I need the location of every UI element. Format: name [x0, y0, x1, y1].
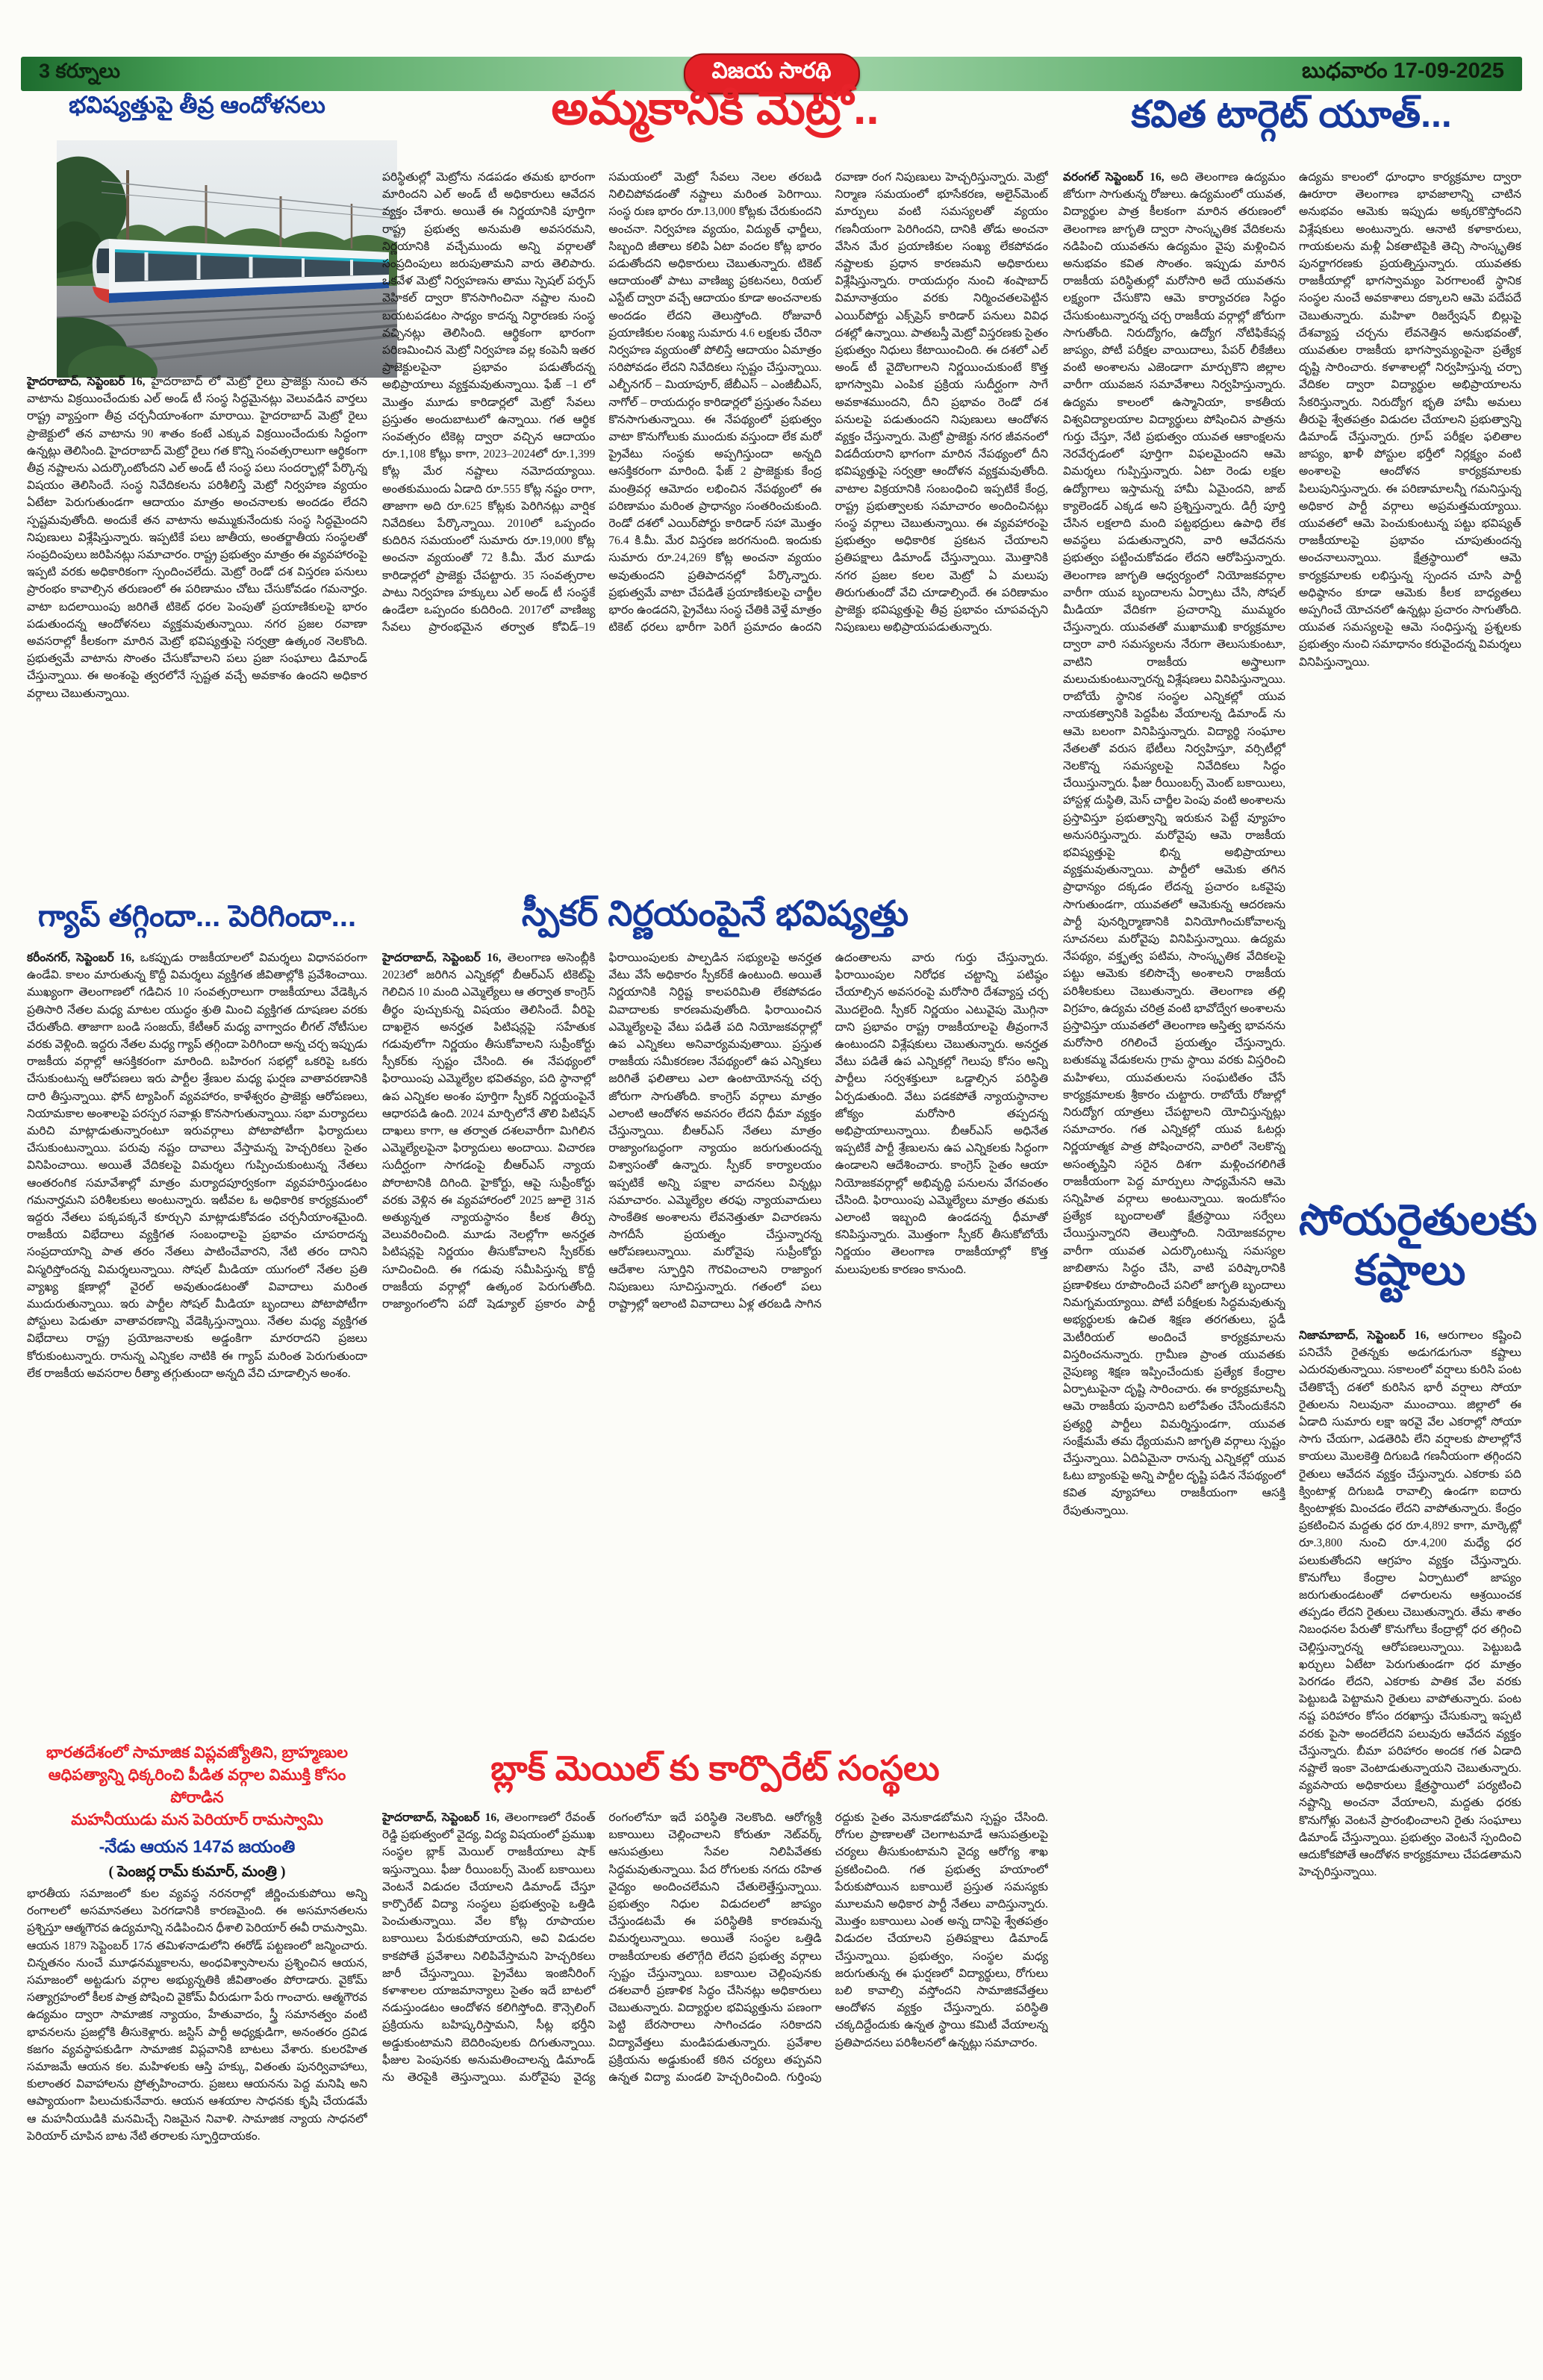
article-soya-text: ఆరుగాలం కష్టించి పనిచేసే రైతన్నకు అడుగడుగునా కష్టాలు ఎదురవుతున్నాయి. సకాలంలో వర్షాలు కురిసి పంట చేతికొచ్చే దశలో కురిసిన భారీ వర్షాలు సోయా రైతులను నిలువునా ముంచాయి. జిల్లాలో ఈ ఏడాది సుమారు లక్షా ఇరవై వేల ఎకరాల్లో సోయా సాగు చేయగా, ఎడతెరిపి లేని వర్షాలకు పొలాల్లోనే కాయలు మొలకెత్తి దిగుబడి గణనీయంగా తగ్గిందని రైతులు ఆవేదన వ్యక్తం చేస్తున్నారు. ఎకరాకు పది క్వింటాళ్ల దిగుబడి రావాల్సి ఉండగా ఐదారు క్వింటాళ్లకు మించడం లేదని వాపోతున్నారు. కేంద్రం ప్రకటించిన మద్దతు ధర రూ.4,892 కాగా, మార్కెట్లో రూ.3,800 నుంచి రూ.4,200 మధ్యే ధర పలుకుతోందని ఆగ్రహం వ్యక్తం చేస్తున్నారు. కొనుగోలు కేంద్రాల ఏర్పాటులో జాప్యం జరుగుతుండటంతో దళారులను ఆశ్రయించక తప్పడం లేదని రైతులు చెబుతున్నారు. తేమ శాతం నిబంధనల పేరుతో కొనుగోలు కేంద్రాల్లో ధర తగ్గించి చెల్లిస్తున్నారన్న ఆరోపణలున్నాయి. పెట్టుబడి ఖర్చులు ఏటేటా పెరుగుతుండగా ధర మాత్రం పెరగడం లేదని, ఎకరాకు పాతిక వేల వరకు పెట్టుబడి పెట్టామని రైతులు వాపోతున్నారు. పంట నష్ట పరిహారం కోసం దరఖాస్తు చేసుకున్నా ఇప్పటి వరకు పైసా అందలేదని పలువురు ఆవేదన వ్యక్తం చేస్తున్నారు. బీమా పరిహారం అందక గత ఏడాది నష్టాలే ఇంకా వెంటాడుతున్నాయని చెబుతున్నారు. వ్యవసాయ అధికారులు క్షేత్రస్థాయిలో పర్యటించి నష్టాన్ని అంచనా వేయాలని, మద్దతు ధరకు కొనుగోళ్లు వెంటనే ప్రారంభించాలని రైతు సంఘాలు డిమాండ్ చేస్తున్నాయి. ప్రభుత్వం వెంటనే స్పందించి ఆదుకోకపోతే ఆందోళన కార్యక్రమాలు చేపడతామని హెచ్చరిస్తున్నాయి.	[1299, 1329, 1521, 1879]
kicker-headline-metro: భవిష్యత్తుపై తీవ్ర ఆందోళనలు	[69, 92, 325, 118]
article-metro-main-text: పరిస్థితుల్లో మెట్రోను నడపడం తమకు భారంగా మారిందని ఎల్ అండ్ టీ అధికారులు ఆవేదన వ్యక్తం చేశారు. అయితే ఈ నిర్ణయానికి పూర్తిగా రాష్ట్ర ప్రభుత్వ అనుమతి అవసరమని, నిర్ణయానికి వచ్చేముందు అన్ని వర్గాలతో సంప్రదింపులు జరుపుతామని వారు తెలిపారు. ఒకవేళ మెట్రో నిర్వహణను తాము స్పెషల్ పర్పస్ వెహికల్ ద్వారా కొనసాగించినా నష్టాల నుంచి బయటపడటం సాధ్యం కాదన్న నిర్ధారణకు సంస్థ వచ్చినట్లు తెలిసింది. ఆర్థికంగా భారంగా పరిణమించిన మెట్రో నిర్వహణ వల్ల కంపెనీ ఇతర ప్రాజెక్టులపైనా ప్రభావం పడుతోందన్న అభిప్రాయాలు వ్యక్తమవుతున్నాయి. ఫేజ్ –1 లో మొత్తం మూడు కారిడార్లలో మెట్రో సేవలు ప్రస్తుతం అందుబాటులో ఉన్నాయి. గత ఆర్థిక సంవత్సరం టికెట్ల ద్వారా వచ్చిన ఆదాయం రూ.1,108 కోట్లు కాగా, 2023–2024లో రూ.1,399 కోట్ల మేర నష్టాలు నమోదయ్యాయి. అంతకుముందు ఏడాది రూ.555 కోట్ల నష్టం రాగా, తాజాగా అది రూ.625 కోట్లకు పెరిగినట్లు వార్షిక నివేదికలు పేర్కొన్నాయి. 2010లో ఒప్పందం కుదిరిన సమయంలో సుమారు రూ.19,000 కోట్ల అంచనా వ్యయంతో 72 కి.మీ. మేర మూడు కారిడార్లలో ప్రాజెక్టు చేపట్టారు. 35 సంవత్సరాల పాటు నిర్వహణ హక్కులు ఎల్ అండ్ టీ సంస్థకే ఉండేలా ఒప్పందం కుదిరింది. 2017లో వాణిజ్య సేవలు ప్రారంభమైన తర్వాత కోవిడ్–19 సమయంలో మెట్రో సేవలు నెలల తరబడి నిలిచిపోవడంతో నష్టాలు మరింత పెరిగాయి. సంస్థ రుణ భారం రూ.13,000 కోట్లకు చేరుకుందని అంచనా. నిర్వహణ వ్యయం, విద్యుత్ ఛార్జీలు, సిబ్బంది జీతాలు కలిపి ఏటా వందల కోట్ల భారం పడుతోందని అధికారులు చెబుతున్నారు. టికెట్ ఆదాయంతో పాటు వాణిజ్య ప్రకటనలు, రియల్ ఎస్టేట్ ద్వారా వచ్చే ఆదాయం కూడా అంచనాలకు అందడం లేదని తెలుస్తోంది. రోజువారీ ప్రయాణికుల సంఖ్య సుమారు 4.6 లక్షలకు చేరినా నిర్వహణ వ్యయంతో పోలిస్తే ఆదాయం ఏమాత్రం సరిపోవడం లేదని నివేదికలు స్పష్టం చేస్తున్నాయి. ఎల్బీనగర్ – మియాపూర్, జేబీఎస్ – ఎంజీబీఎస్, నాగోల్ – రాయదుర్గం కారిడార్లలో ప్రస్తుతం సేవలు కొనసాగుతున్నాయి. ఈ నేపథ్యంలో ప్రభుత్వం వాటా కొనుగోలుకు ముందుకు వస్తుందా లేక మరో ప్రైవేటు సంస్థకు అప్పగిస్తుందా అన్నది ఆసక్తికరంగా మారింది. ఫేజ్ 2 ప్రాజెక్టుకు కేంద్ర మంత్రివర్గ ఆమోదం లభించిన నేపథ్యంలో ఈ పరిణామం మరింత ప్రాధాన్యం సంతరించుకుంది. రెండో దశలో ఎయిర్‌పోర్టు కారిడార్ సహా మొత్తం 76.4 కి.మీ. మేర విస్తరణ జరగనుంది. ఇందుకు సుమారు రూ.24,269 కోట్ల అంచనా వ్యయం అవుతుందని ప్రతిపాదనల్లో పేర్కొన్నారు. ప్రభుత్వమే వాటా చేపడితే ప్రయాణికులపై చార్జీల భారం ఉండదని, ప్రైవేటు సంస్థ చేతికి వెళ్తే మాత్రం టికెట్ ధరలు భారీగా పెరిగే ప్రమాదం ఉందని రవాణా రంగ నిపుణులు హెచ్చరిస్తున్నారు. మెట్రో నిర్మాణ సమయంలో భూసేకరణ, అలైన్‌మెంట్ మార్పులు వంటి సమస్యలతో వ్యయం గణనీయంగా పెరిగిందని, దానికి తోడు అంచనా వేసిన మేర ప్రయాణికుల సంఖ్య లేకపోవడం నష్టాలకు ప్రధాన కారణమని అధికారులు విశ్లేషిస్తున్నారు. రాయదుర్గం నుంచి శంషాబాద్ విమానాశ్రయం వరకు నిర్మించతలపెట్టిన ఎయిర్‌పోర్టు ఎక్స్‌ప్రెస్ కారిడార్ పనులు వివిధ దశల్లో ఉన్నాయి. పాతబస్తీ మెట్రో విస్తరణకు సైతం ప్రభుత్వం నిధులు కేటాయించింది. ఈ దశలో ఎల్ అండ్ టీ వైదొలగాలని నిర్ణయించుకుంటే కొత్త భాగస్వామి ఎంపిక ప్రక్రియ సుదీర్ఘంగా సాగే అవకాశముందని, దీని ప్రభావం రెండో దశ పనులపై పడుతుందని నిపుణులు ఆందోళన వ్యక్తం చేస్తున్నారు. మెట్రో ప్రాజెక్టు నగర జీవనంలో విడదీయరాని భాగంగా మారిన నేపథ్యంలో దీని భవిష్యత్తుపై సర్వత్రా ఆందోళన వ్యక్తమవుతోంది. వాటాల విక్రయానికి సంబంధించి ఇప్పటికే కేంద్ర, రాష్ట్ర ప్రభుత్వాలకు సమాచారం అందించినట్లు సంస్థ వర్గాలు చెబుతున్నాయి. ఈ వ్యవహారంపై ప్రభుత్వం అధికారిక ప్రకటన చేయాలని ప్రతిపక్షాలు డిమాండ్ చేస్తున్నాయి. మొత్తానికి నగర ప్రజల కలల మెట్రో ఏ మలుపు తిరుగుతుందో వేచి చూడాల్సిందే. ఈ పరిణామం ప్రాజెక్టు భవిష్యత్తుపై తీవ్ర ప్రభావం చూపవచ్చని నిపుణులు అభిప్రాయపడుతున్నారు.	[382, 171, 1048, 634]
article-kavita-col2-text: ఉద్యమ కాలంలో ధూంధాం కార్యక్రమాల ద్వారా ఊరూరా తెలంగాణ భావజాలాన్ని చాటిన అనుభవం ఆమెకు ఇప్పుడు అక్కరకొస్తోందని విశ్లేషకులు అంటున్నారు. ఆనాటి కళాకారులు, గాయకులను మళ్లీ ఏకతాటిపైకి తెచ్చి సాంస్కృతిక పునర్జాగరణకు ప్రయత్నిస్తున్నారు. యువతకు రాజకీయాల్లో భాగస్వామ్యం పెరగాలంటే స్థానిక సంస్థల నుంచే అవకాశాలు దక్కాలని ఆమె పదేపదే చెబుతున్నారు. మహిళా రిజర్వేషన్ బిల్లుపై దేశవ్యాప్త చర్చను లేవనెత్తిన అనుభవంతో, యువతుల రాజకీయ భాగస్వామ్యంపైనా ప్రత్యేక దృష్టి సారించారు. కళాశాలల్లో నిర్వహిస్తున్న చర్చా వేదికల ద్వారా విద్యార్థుల అభిప్రాయాలను సేకరిస్తున్నారు. నిరుద్యోగ భృతి హామీ అమలు తీరుపై శ్వేతపత్రం విడుదల చేయాలని ప్రభుత్వాన్ని డిమాండ్ చేస్తున్నారు. గ్రూప్ పరీక్షల ఫలితాల జాప్యం, ఖాళీ పోస్టుల భర్తీలో నిర్లక్ష్యం వంటి అంశాలపై ఆందోళన కార్యక్రమాలకు పిలుపునిస్తున్నారు. ఈ పరిణామాలన్నీ గమనిస్తున్న అధికార పార్టీ వర్గాలు అప్రమత్తమయ్యాయి. యువతలో ఆమె పెంచుకుంటున్న పట్టు భవిష్యత్ రాజకీయాలపై ప్రభావం చూపుతుందన్న అంచనాలున్నాయి. క్షేత్రస్థాయిలో ఆమె కార్యక్రమాలకు లభిస్తున్న స్పందన చూసి పార్టీ అధిష్ఠానం కూడా ఆమెకు కీలక బాధ్యతలు అప్పగించే యోచనలో ఉన్నట్లు ప్రచారం సాగుతోంది. యువత సమస్యలపై ఆమె సంధిస్తున్న ప్రశ్నలకు ప్రభుత్వం నుంచి సమాధానం కరువైందన్న విమర్శలు వినిపిస్తున్నాయి.	[1299, 171, 1521, 669]
edition-label: 3 కర్నూలు	[39, 60, 121, 82]
article-kavita-col1	[1063, 169, 1285, 2361]
tribute-anniversary: -నేడు ఆయన 147వ జయంతి	[99, 1837, 296, 1856]
article-gap-text: ఒకప్పుడు రాజకీయాలలో విమర్శలు విధానపరంగా ఉండేవి. కాలం మారుతున్న కొద్దీ విమర్శలు వ్యక్తిగత జీవితాల్లోకి ప్రవేశించాయి. ముఖ్యంగా తెలంగాణలో గడిచిన 10 సంవత్సరాలుగా రాజకీయాలు వేడెక్కిన ప్రతిసారి నేతల మధ్య మాటల యుద్ధం శ్రుతి మించి వ్యక్తిగత దూషణల వరకు చేరుతోంది. తాజాగా బండి సంజయ్, కేటీఆర్ మధ్య వాగ్వాదం లీగల్ నోటీసుల వరకు వెళ్లింది. ఇద్దరు నేతల మధ్య గ్యాప్ తగ్గిందా పెరిగిందా అన్న చర్చ ఇప్పుడు రాజకీయ వర్గాల్లో ఆసక్తికరంగా మారింది. బహిరంగ సభల్లో ఒకరిపై ఒకరు చేసుకుంటున్న ఆరోపణలు ఇరు పార్టీల శ్రేణుల మధ్య ఘర్షణ వాతావరణానికి దారి తీస్తున్నాయి. ఫోన్ ట్యాపింగ్ వ్యవహారం, కాళేశ్వరం ప్రాజెక్టు ఆరోపణలు, నియామకాల అంశాలపై పరస్పర సవాళ్లు కొనసాగుతున్నాయి. సభా మర్యాదలు మరిచి మాట్లాడుతున్నారంటూ ఇరువర్గాలు పోటాపోటీగా ఫిర్యాదులు చేసుకుంటున్నాయి. పరువు నష్టం దావాలు వేస్తామన్న హెచ్చరికలు సైతం వినిపించాయి. అయితే వేదికలపై విమర్శలు గుప్పించుకుంటున్న నేతలు ఆంతరంగిక సమావేశాల్లో మాత్రం మర్యాదపూర్వకంగా వ్యవహరిస్తుండటం గమనార్హమని పరిశీలకులు అంటున్నారు. ఇటీవల ఓ అధికారిక కార్యక్రమంలో ఇద్దరు నేతలు పక్కపక్కనే కూర్చుని మాట్లాడుకోవడం చర్చనీయాంశమైంది. రాజకీయ విభేదాలు వ్యక్తిగత సంబంధాలపై ప్రభావం చూపరాదన్న సంప్రదాయాన్ని పాత తరం నేతలు పాటించేవారని, నేటి తరం దానిని విస్మరిస్తోందన్న విమర్శలున్నాయి. సోషల్ మీడియా యుగంలో నేతల ప్రతి వ్యాఖ్య క్షణాల్లో వైరల్ అవుతుండటంతో వివాదాలు మరింత ముదురుతున్నాయి. ఇరు పార్టీల సోషల్ మీడియా బృందాలు పోటాపోటీగా పోస్టులు పెడుతూ వాతావరణాన్ని వేడెక్కిస్తున్నాయి. నేతల మధ్య వ్యక్తిగత విభేదాలు రాష్ట్ర ప్రయోజనాలకు అడ్డంకిగా మారరాదని ప్రజలు కోరుకుంటున్నారు. రానున్న ఎన్నికల నాటికి ఈ గ్యాప్ మరింత పెరుగుతుందా లేక రాజకీయ అవసరాల రీత్యా తగ్గుతుందా అన్నది వేచి చూడాల్సిన అంశం.	[27, 952, 367, 1380]
headline-kavita-youth: కవిత టార్గెట్ యూత్...	[1131, 93, 1452, 135]
article-tribute-text: భారతీయ సమాజంలో కుల వ్యవస్థ నరనరాల్లో జీర్ణించుకుపోయి అన్ని రంగాలలో అసమానతలు పెరగడానికి కారణమైంది. ఈ అసమానతలను ప్రశ్నిస్తూ ఆత్మగౌరవ ఉద్యమాన్ని నడిపించిన ధీశాలి పెరియార్ ఈవీ రామస్వామి. ఆయన 1879 సెప్టెంబర్ 17న తమిళనాడులోని ఈరోడ్ పట్టణంలో జన్మించారు. చిన్నతనం నుంచే మూఢనమ్మకాలను, అంధవిశ్వాసాలను ప్రశ్నించిన ఆయన, సమాజంలో అట్టడుగు వర్గాల అభ్యున్నతికి జీవితాంతం పోరాడారు. వైకోమ్ సత్యాగ్రహంలో కీలక పాత్ర పోషించి వైకోమ్ వీరుడుగా పేరు గాంచారు. ఆత్మగౌరవ ఉద్యమం ద్వారా సామాజిక న్యాయం, హేతువాదం, స్త్రీ సమానత్వం వంటి భావనలను ప్రజల్లోకి తీసుకెళ్లారు. జస్టిస్ పార్టీ అధ్యక్షుడిగా, అనంతరం ద్రవిడ కజగం వ్యవస్థాపకుడిగా సామాజిక విప్లవానికి బాటలు వేశారు. కులరహిత సమాజమే ఆయన కల. మహిళలకు ఆస్తి హక్కు, వితంతు పునర్వివాహాలు, కులాంతర వివాహాలను ప్రోత్సహించారు. ప్రజలు ఆయనను పెద్ద మనిషి అని ఆప్యాయంగా పిలుచుకునేవారు. ఆయన ఆశయాల సాధనకు కృషి చేయడమే ఆ మహనీయుడికి మనమిచ్చే నిజమైన నివాళి. సామాజిక న్యాయ సాధనలో పెరియార్ చూపిన బాట నేటి తరాలకు స్ఫూర్తిదాయకం.	[27, 1887, 367, 2143]
tribute-byline: ( పెంజర్ల రామ్ కుమార్, మంత్రి )	[108, 1864, 286, 1880]
date-label: బుధవారం 17-09-2025	[1302, 59, 1504, 83]
tribute-box	[27, 1742, 367, 1882]
article-kavita-col2	[1299, 169, 1521, 1191]
tribute-line-3: మహనీయుడు మన పెరియార్ రామస్వామి	[71, 1811, 323, 1828]
headline-speaker: స్పీకర్ నిర్ణయంపైనే భవిష్యత్తు	[521, 893, 909, 933]
dateline-soya: నిజామాబాద్, సెప్టెంబర్ 16,	[1299, 1329, 1430, 1342]
article-blackmail	[382, 1809, 1048, 2361]
tribute-line-1: భారతదేశంలో సామాజిక విప్లవజ్యోతిని, బ్రాహ్మణుల	[46, 1744, 348, 1761]
dateline-blackmail: హైదరాబాద్, సెప్టెంబర్ 16,	[382, 1811, 500, 1824]
headline-metro-sale: అమ్మకానికి మెట్రో..	[551, 83, 879, 134]
article-blackmail-text: తెలంగాణలో రేవంత్ రెడ్డి ప్రభుత్వంలో వైద్య, విద్య విషయంలో ప్రముఖ సంస్థల బ్లాక్ మెయిల్ రాజకీయాలు షాక్ ఇస్తున్నాయి. ఫీజు రీయింబర్స్ మెంట్ బకాయిలు వెంటనే విడుదల చేయాలని డిమాండ్ చేస్తూ కార్పొరేట్ విద్యా సంస్థలు ప్రభుత్వంపై ఒత్తిడి పెంచుతున్నాయి. వేల కోట్ల రూపాయల బకాయిలు పేరుకుపోయాయని, అవి విడుదల కాకపోతే ప్రవేశాలు నిలిపివేస్తామని హెచ్చరికలు జారీ చేస్తున్నాయి. ప్రైవేటు ఇంజినీరింగ్ కళాశాలల యాజమాన్యాలు సైతం ఇదే బాటలో నడుస్తుండటం ఆందోళన కలిగిస్తోంది. కౌన్సెలింగ్ ప్రక్రియను బహిష్కరిస్తామని, సీట్ల భర్తీని అడ్డుకుంటామని బెదిరింపులకు దిగుతున్నాయి. ఫీజుల పెంపునకు అనుమతించాలన్న డిమాండ్ ను తెరపైకి తెస్తున్నాయి. మరోవైపు వైద్య రంగంలోనూ ఇదే పరిస్థితి నెలకొంది. ఆరోగ్యశ్రీ బకాయిలు చెల్లించాలని కోరుతూ నెట్‌వర్క్ ఆసుపత్రులు సేవల నిలిపివేతకు సిద్ధమవుతున్నాయి. పేద రోగులకు నగదు రహిత వైద్యం అందించలేమని చేతులెత్తేస్తున్నాయి. ప్రభుత్వం నిధుల విడుదలలో జాప్యం చేస్తుండటమే ఈ పరిస్థితికి కారణమన్న విమర్శలున్నాయి. అయితే సంస్థల ఒత్తిడి రాజకీయాలకు తలొగ్గేది లేదని ప్రభుత్వ వర్గాలు స్పష్టం చేస్తున్నాయి. బకాయిల చెల్లింపునకు దశలవారీ ప్రణాళిక సిద్ధం చేసినట్లు అధికారులు చెబుతున్నారు. విద్యార్థుల భవిష్యత్తును పణంగా పెట్టి బేరసారాలు సాగించడం సరికాదని విద్యావేత్తలు మండిపడుతున్నారు. ప్రవేశాల ప్రక్రియను అడ్డుకుంటే కఠిన చర్యలు తప్పవని ఉన్నత విద్యా మండలి హెచ్చరించింది. గుర్తింపు రద్దుకు సైతం వెనుకాడబోమని స్పష్టం చేసింది. రోగుల ప్రాణాలతో చెలగాటమాడే ఆసుపత్రులపై చర్యలు తీసుకుంటామని వైద్య ఆరోగ్య శాఖ ప్రకటించింది. గత ప్రభుత్వ హయాంలో పేరుకుపోయిన బకాయిలే ప్రస్తుత సమస్యకు మూలమని అధికార పార్టీ నేతలు వాదిస్తున్నారు. మొత్తం బకాయిలు ఎంత అన్న దానిపై శ్వేతపత్రం విడుదల చేయాలని ప్రతిపక్షాలు డిమాండ్ చేస్తున్నాయి. ప్రభుత్వం, సంస్థల మధ్య జరుగుతున్న ఈ ఘర్షణలో విద్యార్థులు, రోగులు బలి కావాల్సి వస్తోందని సామాజికవేత్తలు ఆందోళన వ్యక్తం చేస్తున్నారు. పరిస్థితి చక్కదిద్దేందుకు ఉన్నత స్థాయి కమిటీ వేయాలన్న ప్రతిపాదనలు పరిశీలనలో ఉన్నట్లు సమాచారం.	[382, 1811, 1048, 2084]
headline-soya-farmers: సోయరైతులకు కష్టాలు	[1299, 1196, 1538, 1295]
dateline-metro: హైదరాబాద్, సెప్టెంబర్ 16,	[27, 375, 146, 388]
article-speaker	[382, 949, 1048, 1737]
article-metro-lead-text: హైదరాబాద్ లో మెట్రో రైలు ప్రాజెక్టు నుంచి తన వాటాను విక్రయించేందుకు ఎల్ అండ్ టీ సంస్థ సిద్ధమైనట్లు వెలువడిన వార్తలు రాష్ట్ర వ్యాప్తంగా తీవ్ర చర్చనీయాంశంగా మారాయి. హైదరాబాద్ మెట్రో రైలు ప్రాజెక్టులో తన వాటాను 90 శాతం కంటే ఎక్కువ విక్రయించేందుకు సిద్ధంగా ఉన్నట్లు తెలిసింది. హైదరాబాద్ మెట్రో రైలు గత కొన్ని సంవత్సరాలుగా ఆర్థికంగా తీవ్ర నష్టాలను ఎదుర్కొంటోందని ఎల్ అండ్ టీ సంస్థ పలు సందర్భాల్లో పేర్కొన్న విషయం తెలిసిందే. సంస్థ నివేదికలను పరిశీలిస్తే మెట్రో నిర్వహణ వ్యయం ఏటేటా పెరుగుతుండగా ఆదాయం మాత్రం అంచనాలకు అందడం లేదని స్పష్టమవుతోంది. అందుకే తన వాటాను అమ్ముకునేందుకు సంస్థ సిద్ధమైందని నిపుణులు విశ్లేషిస్తున్నారు. ఇప్పటికే పలు జాతీయ, అంతర్జాతీయ సంస్థలతో సంప్రదింపులు జరిపినట్లు సమాచారం. రాష్ట్ర ప్రభుత్వం మాత్రం ఈ వ్యవహారంపై ఇప్పటి వరకు అధికారికంగా స్పందించలేదు. మెట్రో రెండో దశ విస్తరణ పనులు ప్రారంభం కావాల్సిన తరుణంలో ఈ పరిణామం చోటు చేసుకోవడం గమనార్హం. వాటా బదలాయింపు జరిగితే టికెట్ ధరల పెంపుతో ప్రయాణికులపై భారం పడుతుందన్న ఆందోళనలు వ్యక్తమవుతున్నాయి. నగర ప్రజల రవాణా అవసరాల్లో కీలకంగా మారిన మెట్రో భవిష్యత్తుపై సర్వత్రా ఉత్కంఠ నెలకొంది. ప్రభుత్వమే వాటాను సొంతం చేసుకోవాలని పలు ప్రజా సంఘాలు డిమాండ్ చేస్తున్నాయి. ఈ అంశంపై త్వరలోనే స్పష్టత వచ్చే అవకాశం ఉందని అధికార వర్గాలు చెబుతున్నాయి.	[27, 375, 367, 700]
article-tribute-body	[27, 1885, 367, 2361]
tribute-line-2: ఆధిపత్యాన్ని ధిక్కరించి పీడిత వర్గాల విముక్తి కోసం పోరాడిన	[48, 1767, 346, 1806]
article-metro-lead	[27, 373, 367, 896]
metro-photo-illustration	[57, 140, 397, 378]
headline-blackmail: బ్లాక్ మెయిల్ కు కార్పొరేట్ సంస్థలు	[490, 1749, 940, 1787]
article-gap	[27, 949, 367, 1734]
article-kavita-col1-text: అది తెలంగాణ ఉద్యమం జోరుగా సాగుతున్న రోజులు. ఉద్యమంలో యువత, విద్యార్థుల పాత్ర కీలకంగా మారిన తరుణంలో తెలంగాణ జాగృతి ద్వారా సాంస్కృతిక వేదికలను నడిపించి యువతను ఉద్యమం వైపు మళ్లించిన అనుభవం కవిత సొంతం. ఇప్పుడు మారిన రాజకీయ పరిస్థితుల్లో మరోసారి అదే యువతను లక్ష్యంగా చేసుకొని ఆమె కార్యాచరణ సిద్ధం చేసుకుంటున్నారన్న చర్చ రాజకీయ వర్గాల్లో జోరుగా సాగుతోంది. నిరుద్యోగం, ఉద్యోగ నోటిఫికేషన్ల జాప్యం, పోటీ పరీక్షల వాయిదాలు, పేపర్ లీకేజీలు వంటి అంశాలను ఎజెండాగా మార్చుకొని జిల్లాల వారీగా యువజన సమావేశాలు నిర్వహిస్తున్నారు. ఉద్యమ కాలంలో ఉస్మానియా, కాకతీయ విశ్వవిద్యాలయాల విద్యార్థులు పోషించిన పాత్రను గుర్తు చేస్తూ, నేటి ప్రభుత్వం యువత ఆకాంక్షలను నెరవేర్చడంలో పూర్తిగా విఫలమైందని ఆమె విమర్శలు గుప్పిస్తున్నారు. ఏటా రెండు లక్షల ఉద్యోగాలు ఇస్తామన్న హామీ ఏమైందని, జాబ్ క్యాలెండర్ ఎక్కడ అని ప్రశ్నిస్తున్నారు. డిగ్రీ పూర్తి చేసిన లక్షలాది మంది పట్టభద్రులు ఉపాధి లేక అవస్థలు పడుతున్నారని, వారి ఆవేదనను ప్రభుత్వం పట్టించుకోవడం లేదని ఆరోపిస్తున్నారు. తెలంగాణ జాగృతి ఆధ్వర్యంలో నియోజకవర్గాల వారీగా యువ బృందాలను ఏర్పాటు చేసి, సోషల్ మీడియా వేదికగా ప్రచారాన్ని ముమ్మరం చేస్తున్నారు. యువతతో ముఖాముఖి కార్యక్రమాల ద్వారా వారి సమస్యలను నేరుగా తెలుసుకుంటూ, వాటిని రాజకీయ అస్త్రాలుగా మలుచుకుంటున్నారన్న విశ్లేషణలు వినిపిస్తున్నాయి. రాబోయే స్థానిక సంస్థల ఎన్నికల్లో యువ నాయకత్వానికి పెద్దపీట వేయాలన్న డిమాండ్ ను ఆమె బలంగా వినిపిస్తున్నారు. విద్యార్థి సంఘాల నేతలతో వరుస భేటీలు నిర్వహిస్తూ, వర్సిటీల్లో నెలకొన్న సమస్యలపై నివేదికలు సిద్ధం చేయిస్తున్నారు. ఫీజు రీయింబర్స్ మెంట్ బకాయిలు, హాస్టళ్ల దుస్థితి, మెస్ చార్జీల పెంపు వంటి అంశాలను ప్రస్తావిస్తూ ప్రభుత్వాన్ని ఇరుకున పెట్టే వ్యూహం అనుసరిస్తున్నారు. మరోవైపు ఆమె రాజకీయ భవిష్యత్తుపై భిన్న అభిప్రాయాలు వ్యక్తమవుతున్నాయి. పార్టీలో ఆమెకు తగిన ప్రాధాన్యం దక్కడం లేదన్న ప్రచారం ఒకవైపు సాగుతుండగా, యువతలో ఆమెకున్న ఆదరణను పార్టీ పునర్నిర్మాణానికి వినియోగించుకోవాలన్న సూచనలు మరోవైపు వినిపిస్తున్నాయి. ఉద్యమ నేపథ్యం, వక్తృత్వ పటిమ, సాంస్కృతిక వేదికలపై పట్టు ఆమెకు కలిసొచ్చే అంశాలని రాజకీయ పరిశీలకులు చెబుతున్నారు. తెలంగాణ తల్లి విగ్రహం, ఉద్యమ చరిత్ర వంటి భావోద్వేగ అంశాలను ప్రస్తావిస్తూ యువతలో తెలంగాణ అస్తిత్వ భావనను మరోసారి రగిలించే ప్రయత్నం చేస్తున్నారు. బతుకమ్మ వేడుకలను గ్రామ స్థాయి వరకు విస్తరించి మహిళలు, యువతులను సంఘటితం చేసే కార్యక్రమాలకు శ్రీకారం చుట్టారు. రాబోయే రోజుల్లో నిరుద్యోగ యాత్రలు చేపట్టాలని యోచిస్తున్నట్లు సమాచారం. గత ఎన్నికల్లో యువ ఓటర్లు నిర్ణయాత్మక పాత్ర పోషించారని, వారిలో నెలకొన్న అసంతృప్తిని సరైన దిశగా మళ్లించగలిగితే రాజకీయంగా పెద్ద మార్పులు సాధ్యమేనని ఆమె సన్నిహిత వర్గాలు అంటున్నాయి. ఇందుకోసం ప్రత్యేక బృందాలతో క్షేత్రస్థాయి సర్వేలు చేయిస్తున్నారని తెలుస్తోంది. నియోజకవర్గాల వారీగా యువత ఎదుర్కొంటున్న సమస్యల జాబితాను సిద్ధం చేసి, వాటి పరిష్కారానికి ప్రణాళికలు రూపొందించే పనిలో జాగృతి బృందాలు నిమగ్నమయ్యాయి. పోటీ పరీక్షలకు సిద్ధమవుతున్న అభ్యర్థులకు ఉచిత శిక్షణ తరగతులు, స్టడీ మెటీరియల్ అందించే కార్యక్రమాలను విస్తరించనున్నారు. గ్రామీణ ప్రాంత యువతకు నైపుణ్య శిక్షణ ఇప్పించేందుకు ప్రత్యేక కేంద్రాల ఏర్పాటుపైనా దృష్టి సారించారు. ఈ కార్యక్రమాలన్నీ ఆమె రాజకీయ పునాదిని బలోపేతం చేసేందుకేనని ప్రత్యర్థి పార్టీలు విమర్శిస్తుండగా, యువత సంక్షేమమే తమ ధ్యేయమని జాగృతి వర్గాలు స్పష్టం చేస్తున్నాయి. ఏదిఏమైనా రానున్న ఎన్నికల్లో యువ ఓటు బ్యాంకుపై అన్ని పార్టీల దృష్టి పడిన నేపథ్యంలో కవిత వ్యూహాలు రాజకీయంగా ఆసక్తి రేపుతున్నాయి.	[1063, 171, 1285, 1517]
article-speaker-text: తెలంగాణ అసెంబ్లీకి 2023లో జరిగిన ఎన్నికల్లో బీఆర్ఎస్ టికెట్‌పై గెలిచిన 10 మంది ఎమ్మెల్యేలు ఆ తర్వాత కాంగ్రెస్ తీర్థం పుచ్చుకున్న విషయం తెలిసిందే. వీరిపై దాఖలైన అనర్హత పిటిషన్లపై సహేతుక గడువులోగా నిర్ణయం తీసుకోవాలని సుప్రీంకోర్టు స్పీకర్‌కు స్పష్టం చేసింది. ఈ నేపథ్యంలో ఫిరాయింపు ఎమ్మెల్యేల భవితవ్యం, పది స్థానాల్లో ఉప ఎన్నికల అంశం పూర్తిగా స్పీకర్ నిర్ణయంపైనే ఆధారపడి ఉంది. 2024 మార్చిలోనే తొలి పిటిషన్ దాఖలు కాగా, ఆ తర్వాత దశలవారీగా మిగిలిన ఎమ్మెల్యేలపైనా ఫిర్యాదులు అందాయి. విచారణ సుదీర్ఘంగా సాగడంపై బీఆర్ఎస్ న్యాయ పోరాటానికి దిగింది. హైకోర్టు, ఆపై సుప్రీంకోర్టు వరకు వెళ్లిన ఈ వ్యవహారంలో 2025 జూలై 31న అత్యున్నత న్యాయస్థానం కీలక తీర్పు వెలువరించింది. మూడు నెలల్లోగా అనర్హత పిటిషన్లపై నిర్ణయం తీసుకోవాలని స్పీకర్‌కు సూచించింది. ఈ గడువు సమీపిస్తున్న కొద్దీ రాజకీయ వర్గాల్లో ఉత్కంఠ పెరుగుతోంది. రాజ్యాంగంలోని పదో షెడ్యూల్ ప్రకారం పార్టీ ఫిరాయింపులకు పాల్పడిన సభ్యులపై అనర్హత వేటు వేసే అధికారం స్పీకర్‌కే ఉంటుంది. అయితే నిర్ణయానికి నిర్దిష్ట కాలపరిమితి లేకపోవడం వివాదాలకు కారణమవుతోంది. ఫిరాయించిన ఎమ్మెల్యేలపై వేటు పడితే పది నియోజకవర్గాల్లో ఉప ఎన్నికలు అనివార్యమవుతాయి. ప్రస్తుత రాజకీయ సమీకరణల నేపథ్యంలో ఉప ఎన్నికలు జరిగితే ఫలితాలు ఎలా ఉంటాయోనన్న చర్చ జోరుగా సాగుతోంది. కాంగ్రెస్ వర్గాలు మాత్రం ఎలాంటి ఆందోళన అవసరం లేదని ధీమా వ్యక్తం చేస్తున్నాయి. బీఆర్ఎస్ నేతలు మాత్రం రాజ్యాంగబద్ధంగా న్యాయం జరుగుతుందన్న విశ్వాసంతో ఉన్నారు. స్పీకర్ కార్యాలయం ఇప్పటికే అన్ని పక్షాల వాదనలు విన్నట్లు సమాచారం. ఎమ్మెల్యేల తరఫు న్యాయవాదులు సాంకేతిక అంశాలను లేవనెత్తుతూ విచారణను సాగదీసే ప్రయత్నం చేస్తున్నారన్న ఆరోపణలున్నాయి. మరోవైపు సుప్రీంకోర్టు ఆదేశాల స్ఫూర్తిని గౌరవించాలని రాజ్యాంగ నిపుణులు సూచిస్తున్నారు. గతంలో పలు రాష్ట్రాల్లో ఇలాంటి వివాదాలు ఏళ్ల తరబడి సాగిన ఉదంతాలను వారు గుర్తు చేస్తున్నారు. ఫిరాయింపుల నిరోధక చట్టాన్ని పటిష్ఠం చేయాల్సిన అవసరంపై మరోసారి దేశవ్యాప్త చర్చ మొదలైంది. స్పీకర్ నిర్ణయం ఎటువైపు మొగ్గినా దాని ప్రభావం రాష్ట్ర రాజకీయాలపై తీవ్రంగానే ఉంటుందని విశ్లేషకులు చెబుతున్నారు. అనర్హత వేటు పడితే ఉప ఎన్నికల్లో గెలుపు కోసం అన్ని పార్టీలు సర్వశక్తులూ ఒడ్డాల్సిన పరిస్థితి ఏర్పడుతుంది. వేటు పడకపోతే న్యాయస్థానాల జోక్యం మరోసారి తప్పదన్న అభిప్రాయాలున్నాయి. బీఆర్ఎస్ అధినేత ఇప్పటికే పార్టీ శ్రేణులను ఉప ఎన్నికలకు సిద్ధంగా ఉండాలని ఆదేశించారు. కాంగ్రెస్ సైతం ఆయా నియోజకవర్గాల్లో అభివృద్ధి పనులను వేగవంతం చేసింది. ఫిరాయింపు ఎమ్మెల్యేలు మాత్రం తమకు ఎలాంటి ఇబ్బంది ఉండదన్న ధీమాతో కనిపిస్తున్నారు. మొత్తంగా స్పీకర్ తీసుకోబోయే నిర్ణయం తెలంగాణ రాజకీయాల్లో కొత్త మలుపులకు కారణం కానుంది.	[382, 952, 1048, 1311]
dateline-kavita: వరంగల్ సెప్టెంబర్ 16,	[1063, 171, 1165, 184]
article-metro-main	[382, 169, 1048, 867]
metro-train-photo	[57, 140, 397, 378]
dateline-gap: కరీంనగర్, సెప్టెంబర్ 16,	[27, 952, 134, 964]
article-soya	[1299, 1327, 1521, 2361]
dateline-speaker: హైదరాబాద్, సెప్టెంబర్ 16,	[382, 952, 502, 964]
masthead-title: విజయ సారథి	[683, 54, 859, 95]
headline-gap: గ్యాప్ తగ్గిందా... పెరిగిందా...	[37, 900, 357, 933]
